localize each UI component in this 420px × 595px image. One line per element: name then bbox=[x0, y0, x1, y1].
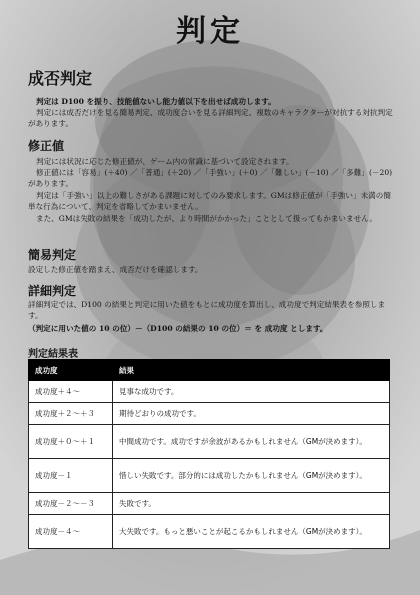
degree-cell: 成功度－２～－３ bbox=[29, 493, 113, 515]
table-row bbox=[29, 459, 390, 493]
section-heading-detail: 詳細判定 bbox=[28, 284, 77, 298]
result-cell: 見事な成功です。 bbox=[113, 381, 390, 403]
table-row bbox=[29, 403, 390, 425]
modifier-text-4: また、GMは失敗の結果を「成功したが、より時間がかかった」こととして扱ってもかまいません。 bbox=[36, 214, 377, 223]
intro-bold-text: 判定は D100 を振り、技能値ないし能力値以下を出せば成功します。 bbox=[36, 97, 276, 106]
degree-cell: 成功度＋２～＋３ bbox=[29, 403, 113, 425]
table-row bbox=[29, 381, 390, 403]
section-heading-simple: 簡易判定 bbox=[28, 248, 77, 262]
simple-text: 設定した修正値を踏まえ、成否だけを確認します。 bbox=[28, 265, 203, 274]
table-header-row bbox=[29, 360, 390, 381]
detail-formula: （判定に用いた値の 10 の位）－（D100 の結果の 10 の位）＝ を 成功度 とします。 bbox=[28, 324, 328, 333]
column-header-degree: 成功度 bbox=[29, 360, 113, 381]
modifier-text-2: 修正値には「容易」(＋40) ／「普通」(＋20) ／「手強い」(＋0) ／「難しい」(－10) ／「多難」(－20) があります。 bbox=[28, 168, 393, 188]
table-row bbox=[29, 493, 390, 515]
table-row bbox=[29, 425, 390, 459]
result-table bbox=[28, 359, 390, 549]
result-cell: 失敗です。 bbox=[113, 493, 390, 515]
table-row bbox=[29, 515, 390, 549]
degree-cell: 成功度＋０～＋１ bbox=[29, 425, 113, 459]
result-cell: 惜しい失敗です。部分的には成功したかもしれません（GMが決めます）。 bbox=[113, 459, 390, 493]
result-cell: 大失敗です。もっと悪いことが起こるかもしれません（GMが決めます）。 bbox=[113, 515, 390, 549]
result-cell: 中間成功です。成功ですが余波があるかもしれません（GMが決めます）。 bbox=[113, 425, 390, 459]
degree-cell: 成功度＋４～ bbox=[29, 381, 113, 403]
column-header-result: 結果 bbox=[113, 360, 390, 381]
page-title: 判定 bbox=[176, 14, 244, 49]
detail-text: 詳細判定では、D100 の結果と判定に用いた値をもとに成功度を算出し、成功度で判定結果表を参照します。 bbox=[28, 300, 386, 320]
degree-cell: 成功度－４～ bbox=[29, 515, 113, 549]
degree-cell: 成功度－１ bbox=[29, 459, 113, 493]
modifier-text-1: 判定には状況に応じた修正値が、ゲーム内の常識に基づいて設定されます。 bbox=[36, 157, 294, 166]
modifier-text-3: 判定は「手強い」以上の難しさがある課題に対してのみ要求します。GMは修正値が「手強い」未満の簡単な行為について、判定を省略してかまいません。 bbox=[28, 191, 391, 211]
section-heading-success-check: 成否判定 bbox=[28, 69, 93, 88]
result-cell: 期待どおりの成功です。 bbox=[113, 403, 390, 425]
result-table-title: 判定結果表 bbox=[28, 349, 78, 360]
section-heading-modifier: 修正値 bbox=[28, 139, 65, 153]
intro-text: 判定には成否だけを見る簡易判定、成功度合いを見る詳細判定、複数のキャラクターが対抗する対抗判定があります。 bbox=[28, 108, 393, 128]
